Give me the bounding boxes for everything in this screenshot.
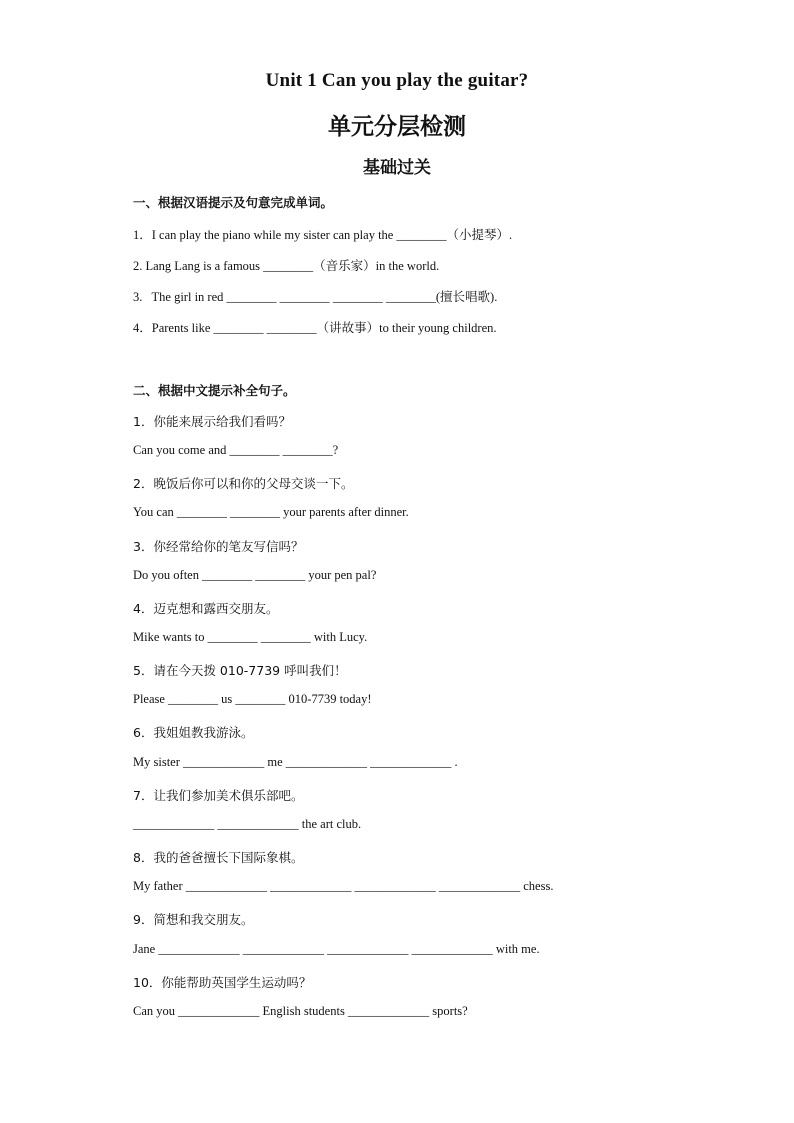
question-answer-line: Jane _____________ _____________ _____________ _____________ with me. [133, 942, 540, 956]
question-prompt: 2．晚饭后你可以和你的父母交谈一下。 [133, 476, 354, 491]
question-answer-line: Can you come and ________ ________? [133, 443, 339, 457]
question-prompt: 1．你能来展示给我们看吗？ [133, 414, 291, 429]
question-answer-line: Can you _____________ English students _____________ sports? [133, 1004, 468, 1018]
page-title: Unit 1 Can you play the guitar? [265, 70, 529, 91]
question-answer-line: You can ________ ________ your parents after dinner. [133, 505, 409, 519]
question-answer-line: My sister _____________ me _____________ _____________ . [133, 755, 458, 769]
question-answer-line: My father _____________ _____________ _____________ _____________ chess. [133, 879, 554, 893]
question-answer-line: Please ________ us ________ 010-7739 today! [133, 692, 372, 706]
section1-item: 1．I can play the piano while my sister can play the ________（小提琴）. [133, 228, 513, 242]
question-prompt: 8．我的爸爸擅长下国际象棋。 [133, 850, 304, 865]
level-heading: 基础过关 [363, 158, 431, 178]
section2-heading: 二、根据中文提示补全句子。 [133, 383, 296, 398]
section1-item: 4．Parents like ________ ________（讲故事）to their young children. [133, 321, 497, 335]
question-prompt: 5．请在今天拨 010-7739 呼叫我们！ [133, 663, 347, 678]
question-prompt: 3．你经常给你的笔友写信吗？ [133, 539, 304, 554]
question-prompt: 9．简想和我交朋友。 [133, 912, 254, 927]
question-prompt: 4．迈克想和露西交朋友。 [133, 601, 279, 616]
section1-heading: 一、根据汉语提示及句意完成单词。 [133, 195, 334, 210]
section1-item: 2. Lang Lang is a famous ________（音乐家）in the world. [133, 259, 440, 273]
section1-item: 3. The girl in red ________ ________ ________ ________(擅长唱歌). [133, 290, 498, 304]
question-answer-line: _____________ _____________ the art club. [133, 817, 362, 831]
question-answer-line: Mike wants to ________ ________ with Lucy. [133, 630, 368, 644]
question-prompt: 6．我姐姐教我游泳。 [133, 725, 254, 740]
question-answer-line: Do you often ________ ________ your pen pal? [133, 568, 377, 582]
page-subtitle: 单元分层检测 [328, 114, 466, 140]
question-prompt: 10．你能帮助英国学生运动吗？ [133, 975, 312, 990]
question-prompt: 7．让我们参加美术俱乐部吧。 [133, 788, 304, 803]
